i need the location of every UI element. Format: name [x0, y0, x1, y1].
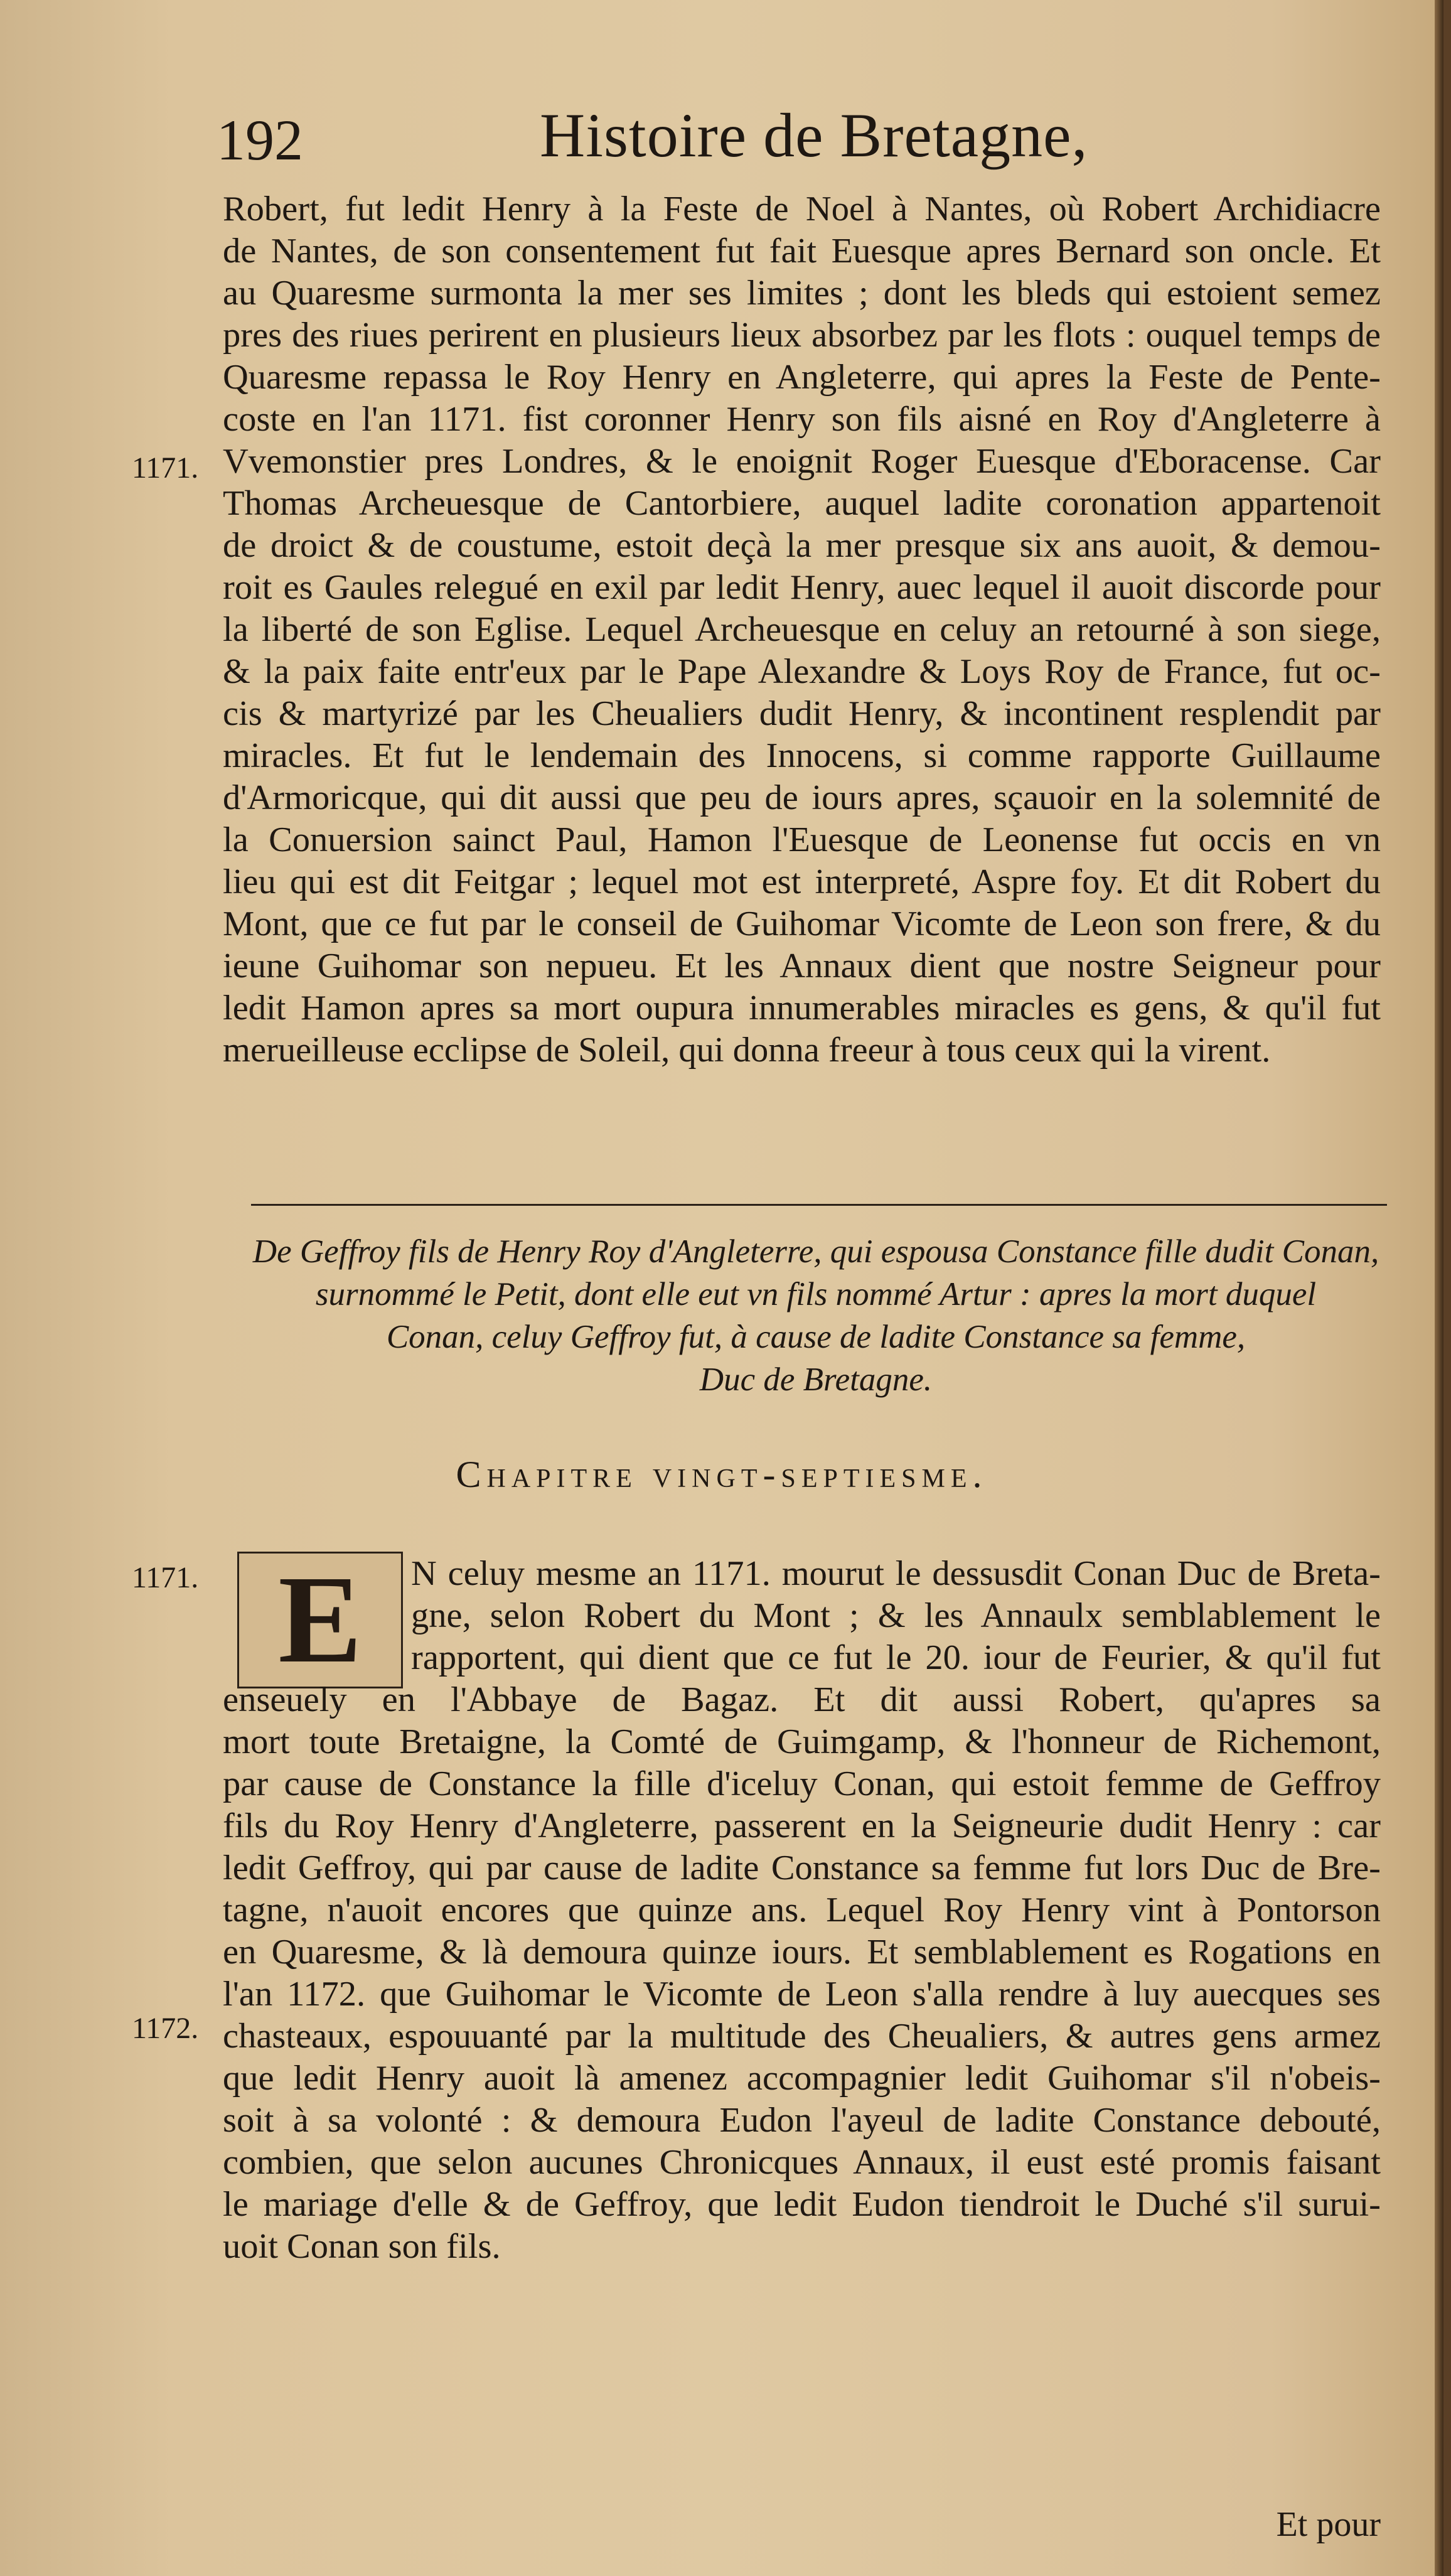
margin-date-1171-b: 1171.: [132, 1561, 199, 1594]
section-1-line: Quaresme repassa le Roy Henry en Angleterre, qui apres la Feste de Pente-: [223, 358, 1381, 397]
section-2-line: enseuely en l'Abbaye de Bagaz. Et dit aussi Robert, qu'apres sa: [223, 1680, 1381, 1719]
section-1-line: Vvemonstier pres Londres, & le enoignit Roger Euesque d'Eboracense. Car: [223, 442, 1381, 481]
summary-line: Conan, celuy Geffroy fut, à cause de ladite Constance sa femme,: [386, 1319, 1246, 1355]
section-2-line: l'an 1172. que Guihomar le Vicomte de Leon s'alla rendre à luy auecques ses: [223, 1975, 1381, 2014]
section-1-line: Robert, fut ledit Henry à la Feste de Noel à Nantes, où Robert Archidiacre: [223, 190, 1381, 228]
section-2-line: N celuy mesme an 1171. mourut le dessusdit Conan Duc de Breta-: [411, 1554, 1381, 1593]
section-1-line: de Nantes, de son consentement fut fait Euesque apres Bernard son oncle. Et: [223, 232, 1381, 271]
section-1-line: & la paix faite entr'eux par le Pape Alexandre & Loys Roy de France, fut oc-: [223, 652, 1381, 691]
section-1-line: merueilleuse ecclipse de Soleil, qui donna freeur à tous ceux qui la virent.: [223, 1031, 1271, 1070]
section-1-text: [223, 188, 1381, 1071]
section-1-line: roit es Gaules relegué en exil par ledit Henry, auec lequel il auoit discorde pour: [223, 568, 1381, 607]
summary-line: surnommé le Petit, dont elle eut vn fils nommé Artur : apres la mort duquel: [315, 1276, 1317, 1312]
section-1-line: cis & martyrizé par les Cheualiers dudit Henry, & incontinent resplendit par: [223, 694, 1381, 733]
section-1-line: lieu qui est dit Feitgar ; lequel mot est interpreté, Aspre foy. Et dit Robert du: [223, 862, 1381, 901]
page-header: [0, 100, 1443, 195]
section-1-line: miracles. Et fut le lendemain des Innocens, si comme rapporte Guillaume: [223, 736, 1381, 775]
section-2-line: ledit Geffroy, qui par cause de ladite Constance sa femme fut lors Duc de Bre-: [223, 1849, 1381, 1887]
page-number: 192: [217, 108, 303, 172]
section-2-line: gne, selon Robert du Mont ; & les Annaulx semblablement le: [411, 1596, 1381, 1635]
section-2-line: soit à sa volonté : & demoura Eudon l'ayeul de ladite Constance debouté,: [223, 2101, 1381, 2140]
section-2-line: le mariage d'elle & de Geffroy, que ledit Eudon tiendroit le Duché s'il surui-: [223, 2185, 1381, 2224]
section-1-line: la Conuersion sainct Paul, Hamon l'Euesque de Leonense fut occis en vn: [223, 820, 1381, 859]
chapter-summary: [238, 1230, 1393, 1401]
section-1-line: Thomas Archeuesque de Cantorbiere, auquel ladite coronation appartenoit: [223, 484, 1381, 523]
page-edge-shadow: [1435, 0, 1443, 2576]
margin-date-1171-a: 1171.: [132, 451, 199, 485]
section-1-line: d'Armoricque, qui dit aussi que peu de iours apres, sçauoir en la solemnité de: [223, 778, 1381, 817]
section-1-line: ledit Hamon apres sa mort oupura innumerables miracles es gens, & qu'il fut: [223, 989, 1381, 1028]
section-2-line: tagne, n'auoit encores que quinze ans. Lequel Roy Henry vint à Pontorson: [223, 1891, 1381, 1929]
section-2-line: en Quaresme, & là demoura quinze iours. Et semblablement es Rogations en: [223, 1933, 1381, 1972]
section-1-line: pres des riues perirent en plusieurs lieux absorbez par les flots : ouquel temps de: [223, 316, 1381, 355]
section-2-line: par cause de Constance la fille d'iceluy Conan, qui estoit femme de Geffroy: [223, 1764, 1381, 1803]
catchword: Et pour: [1276, 2505, 1381, 2544]
section-1-line: au Quaresme surmonta la mer ses limites ; dont les bleds qui estoient semez: [223, 274, 1381, 313]
section-2-line: uoit Conan son fils.: [223, 2227, 501, 2266]
running-title: Histoire de Bretagne,: [540, 100, 1088, 170]
section-2-text: [223, 1553, 1381, 2268]
section-divider-rule: [251, 1204, 1387, 1206]
section-2-line: rapportent, qui dient que ce fut le 20. iour de Feurier, & qu'il fut: [411, 1638, 1381, 1677]
section-2-line: fils du Roy Henry d'Angleterre, passerent en la Seigneurie dudit Henry : car: [223, 1806, 1381, 1845]
section-2-line: mort toute Bretaigne, la Comté de Guimgamp, & l'honneur de Richemont,: [223, 1722, 1381, 1761]
chapter-heading: Chapitre vingt-septiesme.: [456, 1454, 988, 1495]
section-1-line: coste en l'an 1171. fist coronner Henry son fils aisné en Roy d'Angleterre à: [223, 400, 1381, 439]
summary-line: Duc de Bretagne.: [699, 1361, 933, 1398]
section-2-line: combien, que selon aucunes Chronicques Annaux, il eust esté promis faisant: [223, 2143, 1381, 2182]
margin-date-1172: 1172.: [132, 2012, 199, 2045]
section-1-line: ieune Guihomar son nepueu. Et les Annaux dient que nostre Seigneur pour: [223, 947, 1381, 985]
section-2-line: que ledit Henry auoit là amenez accompagnier ledit Guihomar s'il n'obeis-: [223, 2059, 1381, 2098]
dropcap-initial: E: [237, 1552, 403, 1688]
section-2-line: chasteaux, espouuanté par la multitude des Cheualiers, & autres gens armez: [223, 2017, 1381, 2056]
section-1-line: Mont, que ce fut par le conseil de Guihomar Vicomte de Leon son frere, & du: [223, 904, 1381, 943]
section-1-line: de droict & de coustume, estoit deçà la mer presque six ans auoit, & demou-: [223, 526, 1381, 565]
summary-line: De Geffroy fils de Henry Roy d'Angleterre, qui espousa Constance fille dudit Conan,: [252, 1233, 1379, 1270]
section-1-line: la liberté de son Eglise. Lequel Archeuesque en celuy an retourné à son siege,: [223, 610, 1381, 649]
